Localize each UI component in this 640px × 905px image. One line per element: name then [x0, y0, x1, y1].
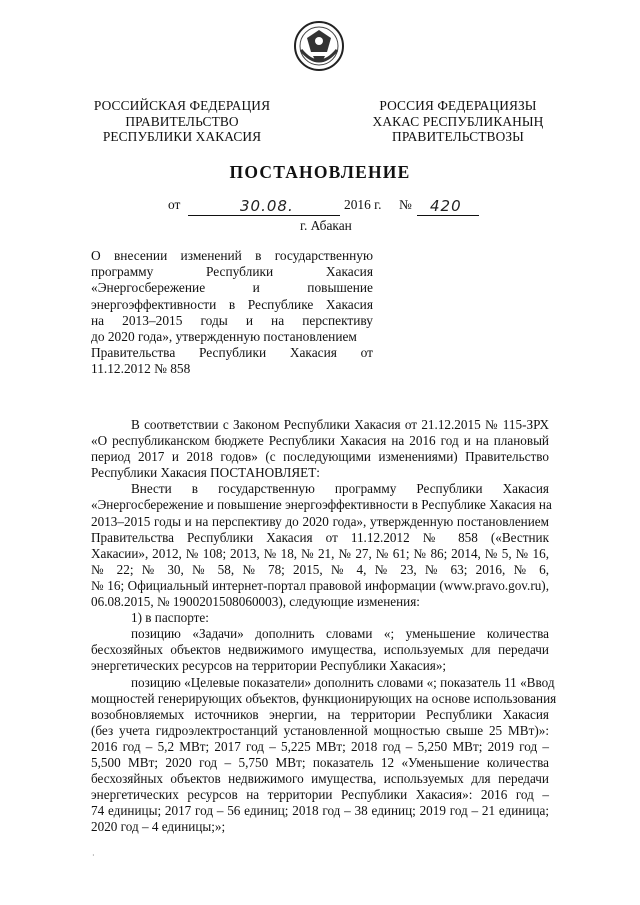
header-right-line: ХАКАС РЕСПУБЛИКАНЫҢ: [372, 113, 544, 129]
number-sign: №: [399, 197, 412, 212]
body-line: «О республиканском бюджете Республики Хакасия на 2016 год и на плановый: [91, 433, 549, 449]
header-right-line: ПРАВИТЕЛЬСТВОЗЫ: [392, 129, 524, 144]
body-line: возобновляемых источников энергии, на территории Республики Хакасия: [91, 706, 549, 722]
header-right-khakas: [364, 98, 552, 145]
body-line: 2020 год – 4 единицы;»;: [91, 819, 226, 835]
body-line: позицию «Задачи» дополнить словами «; уменьшение количества: [131, 626, 549, 642]
subject-line: энергоэффективности в Республике Хакасия: [91, 296, 373, 312]
header-left-russian: [88, 98, 276, 145]
handwritten-number: 420: [430, 197, 462, 215]
body-line: В соответствии с Законом Республики Хакасия от 21.12.2015 № 115-ЗРХ: [131, 417, 549, 432]
body-line: бесхозяйных объектов недвижимого имущества, используемых для передачи: [91, 642, 549, 658]
body-line: мощностей генерирующих объектов, функционирующих на основе использования: [91, 690, 557, 706]
body-line: Внести в государственную программу Республики Хакасия: [131, 481, 549, 497]
body-line: позицию «Целевые показатели» дополнить словами «; показатель 11 «Ввод: [131, 674, 555, 690]
document-title: ПОСТАНОВЛЕНИЕ: [229, 162, 411, 182]
subject-line: программу Республики Хакасия: [91, 264, 373, 280]
city-name: г. Абакан: [300, 218, 352, 233]
header-right-line: РОССИЯ ФЕДЕРАЦИЯЗЫ: [379, 98, 537, 113]
body-line: 5,500 МВт; 2020 год – 5,750 МВт; показатель 12 «Уменьшение количества: [91, 754, 549, 770]
subject-line: О внесении изменений в государственную: [91, 248, 373, 263]
body-line: 2013–2015 годы и на перспективу до 2020 года», утвержденную постановлением: [91, 513, 549, 529]
handwritten-date: 30.08.: [240, 197, 294, 215]
body-line: «Энергосбережение и повышение энергоэффективности в Республике Хакасия на: [91, 497, 552, 513]
date-year: 2016 г.: [344, 197, 382, 212]
subject-line: на 2013–2015 годы и на перспективу: [91, 312, 373, 328]
coat-of-arms-emblem: [293, 20, 345, 72]
body-line: энергетических ресурсов на территории Республики Хакасия»;: [91, 658, 447, 674]
subject-line: 11.12.2012 № 858: [91, 361, 191, 377]
document-subject: [91, 248, 373, 378]
subject-line: «Энергосбережение и повышение: [91, 280, 373, 296]
body-line: № 16; Официальный интернет-портал правовой информации (www.pravo.gov.ru),: [91, 577, 549, 593]
document-body: [91, 417, 557, 835]
body-line: энергетических ресурсов на территории Республики Хакасия»: 2016 год –: [91, 787, 549, 803]
body-line: 2016 год – 5,2 МВт; 2017 год – 5,225 МВт; 2018 год – 5,250 МВт; 2019 год –: [91, 738, 549, 754]
body-line: 1) в паспорте:: [131, 610, 209, 626]
header-left-line: РЕСПУБЛИКИ ХАКАСИЯ: [102, 129, 262, 144]
subject-line: Правительства Республики Хакасия от: [91, 345, 373, 361]
header-left-line: ПРАВИТЕЛЬСТВО: [125, 113, 239, 129]
body-line: 74 единицы; 2017 год – 56 единиц; 2018 год – 38 единиц; 2019 год – 21 единица;: [91, 803, 549, 819]
body-line: Правительства Республики Хакасия от 11.12.2012 № 858 («Вестник: [91, 529, 549, 545]
subject-line: до 2020 года», утвержденную постановлением: [91, 329, 357, 345]
date-prefix: от: [168, 197, 181, 212]
body-line: 06.08.2015, № 1900201508060003), следующие изменения:: [91, 594, 420, 610]
body-line: бесхозяйных объектов недвижимого имущества, используемых для передачи: [91, 771, 549, 787]
page-mark: ·: [92, 851, 95, 860]
body-line: № 22; № 30, № 58, № 78; 2015, № 4, № 23, № 63; 2016, № 6,: [91, 561, 549, 577]
body-line: Хакасии», 2012, № 108; 2013, № 18, № 21, № 27, № 61; № 86; 2014, № 5, № 16,: [91, 545, 549, 561]
body-line: (без учета гидроэлектростанций установленной мощностью свыше 25 МВт)»:: [91, 722, 549, 738]
body-line: Республики Хакасия ПОСТАНОВЛЯЕТ:: [91, 465, 320, 481]
body-line: период 2017 и 2018 годов» (с последующими изменениями) Правительство: [91, 449, 549, 465]
header-left-line: РОССИЙСКАЯ ФЕДЕРАЦИЯ: [93, 98, 271, 113]
